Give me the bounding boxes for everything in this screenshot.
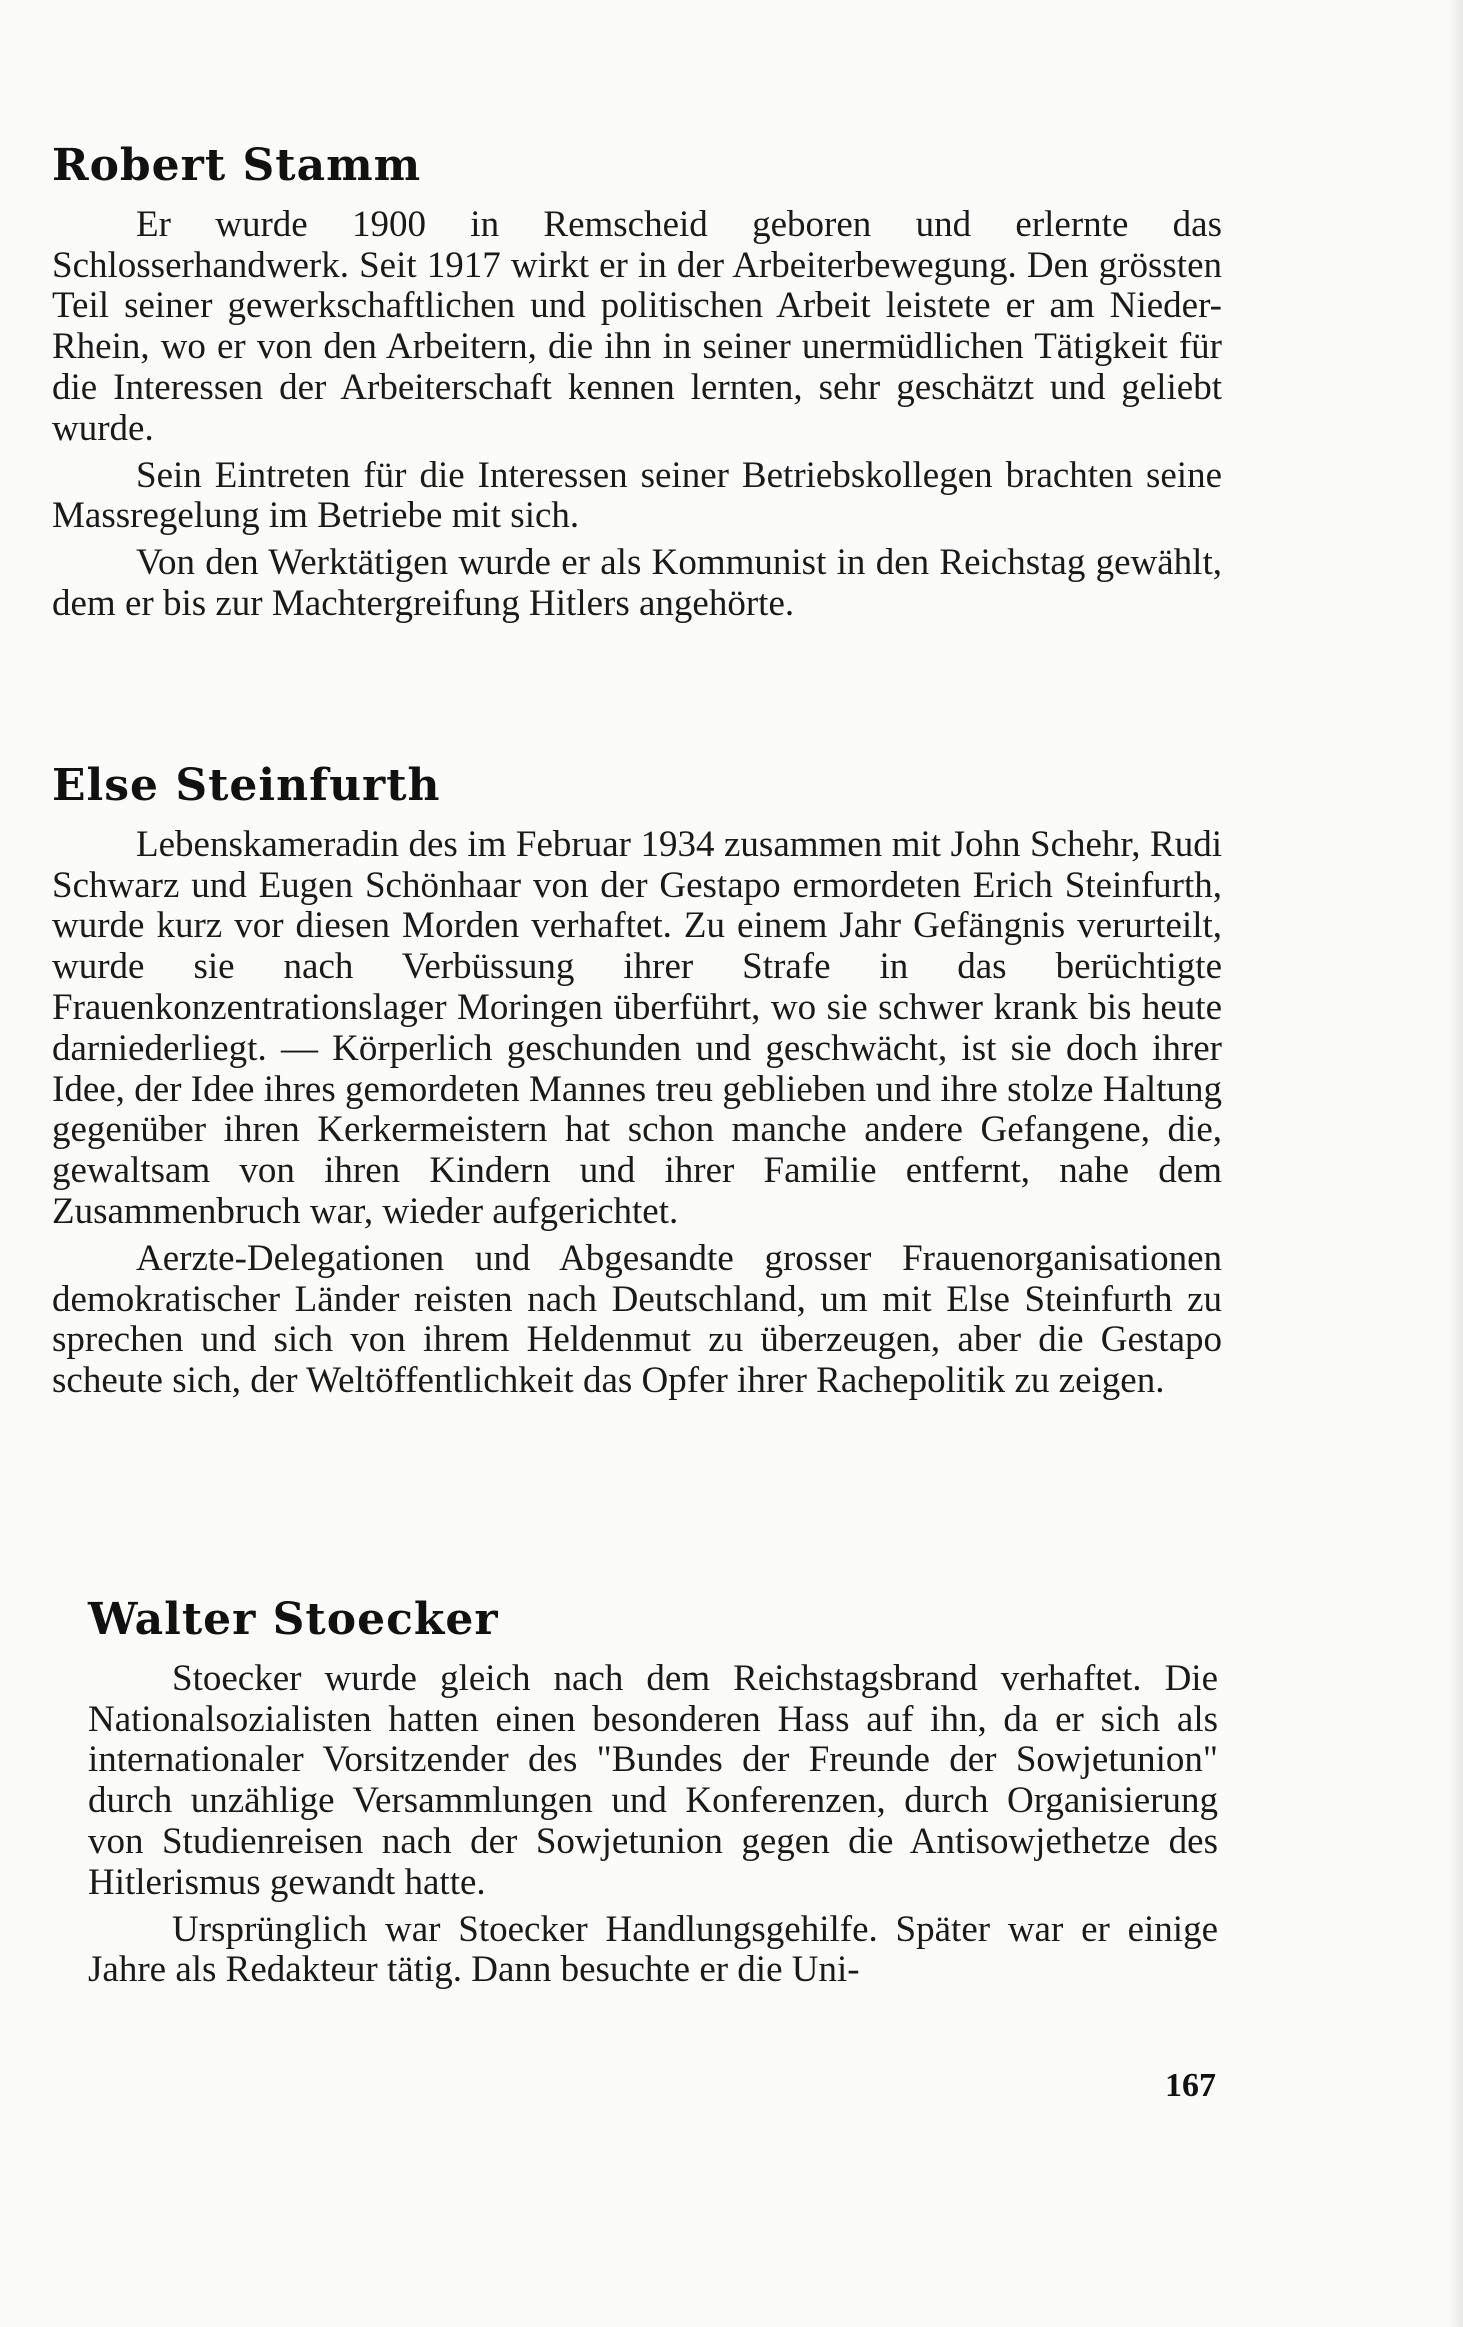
section-heading: Walter Stoecker — [88, 1594, 499, 1645]
paragraph: Aerzte-Delegationen und Abgesandte grosser Frauenorganisationen demokratischer Länder reisten nach Deutschland, um mit Else Steinfurth zu sprechen und sich von ihrem Heldenmut zu überzeugen, aber die Gestapo scheute sich, der Weltöffentlichkeit das Opfer ihrer Rachepolitik zu zeigen. — [52, 1237, 1222, 1402]
section-walter-stoecker — [88, 1594, 1218, 1997]
paragraph: Lebenskameradin des im Februar 1934 zusammen mit John Schehr, Rudi Schwarz und Eugen Schönhaar von der Gestapo ermordeten Erich Steinfurth, wurde kurz vor diesen Morden verhaftet. Zu einem Jahr Gefängnis verurteilt, wurde sie nach Verbüssung ihrer Strafe in das berüchtigte Frauenkonzentrationslager Moringen überführt, wo sie schwer krank bis heute darniederliegt. — Körperlich geschunden und geschwächt, ist sie doch ihrer Idee, der Idee ihres gemordeten Mannes treu geblieben und ihre stolze Haltung gegenüber ihren Kerkermeistern hat schon manche andere Gefangene, die, gewaltsam von ihren Kindern und ihrer Familie entfernt, nahe dem Zusammenbruch war, wieder aufgerichtet. — [52, 823, 1222, 1232]
page-edge-shadow — [1449, 0, 1463, 2327]
page-number: 167 — [1165, 2067, 1216, 2104]
paragraph: Sein Eintreten für die Interessen seiner Betriebskollegen brachten seine Massregelung im Betriebe mit sich. — [52, 454, 1222, 537]
paragraph: Ursprünglich war Stoecker Handlungsgehilfe. Später war er einige Jahre als Redakteur tätig. Dann besuchte er die Uni- — [88, 1908, 1218, 1991]
paragraph: Von den Werktätigen wurde er als Kommunist in den Reichstag gewählt, dem er bis zur Machtergreifung Hitlers angehörte. — [52, 542, 1222, 624]
section-heading: Robert Stamm — [52, 140, 422, 191]
section-heading: Else Steinfurth — [52, 760, 441, 811]
paragraph: Stoecker wurde gleich nach dem Reichstagsbrand verhaftet. Die Nationalsozialisten hatten einen besonderen Hass auf ihn, da er sich als internationaler Vorsitzender des "Bundes der Freunde der Sowjetunion" durch unzählige Versammlungen und Konferenzen, durch Organisierung von Studienreisen nach der Sowjetunion gegen die Antisowjethetze des Hitlerismus gewandt hatte. — [88, 1657, 1218, 1903]
section-robert-stamm — [52, 140, 1222, 631]
paragraph: Er wurde 1900 in Remscheid geboren und erlernte das Schlosserhandwerk. Seit 1917 wirkt er in der Arbeiterbewegung. Den grössten Teil seiner gewerkschaftlichen und politischen Arbeit leistete er am Nieder-Rhein, wo er von den Arbeitern, die ihn in seiner unermüdlichen Tätigkeit für die Interessen der Arbeiterschaft kennen lernten, sehr geschätzt und geliebt wurde. — [52, 203, 1222, 449]
section-else-steinfurth — [52, 760, 1222, 1408]
